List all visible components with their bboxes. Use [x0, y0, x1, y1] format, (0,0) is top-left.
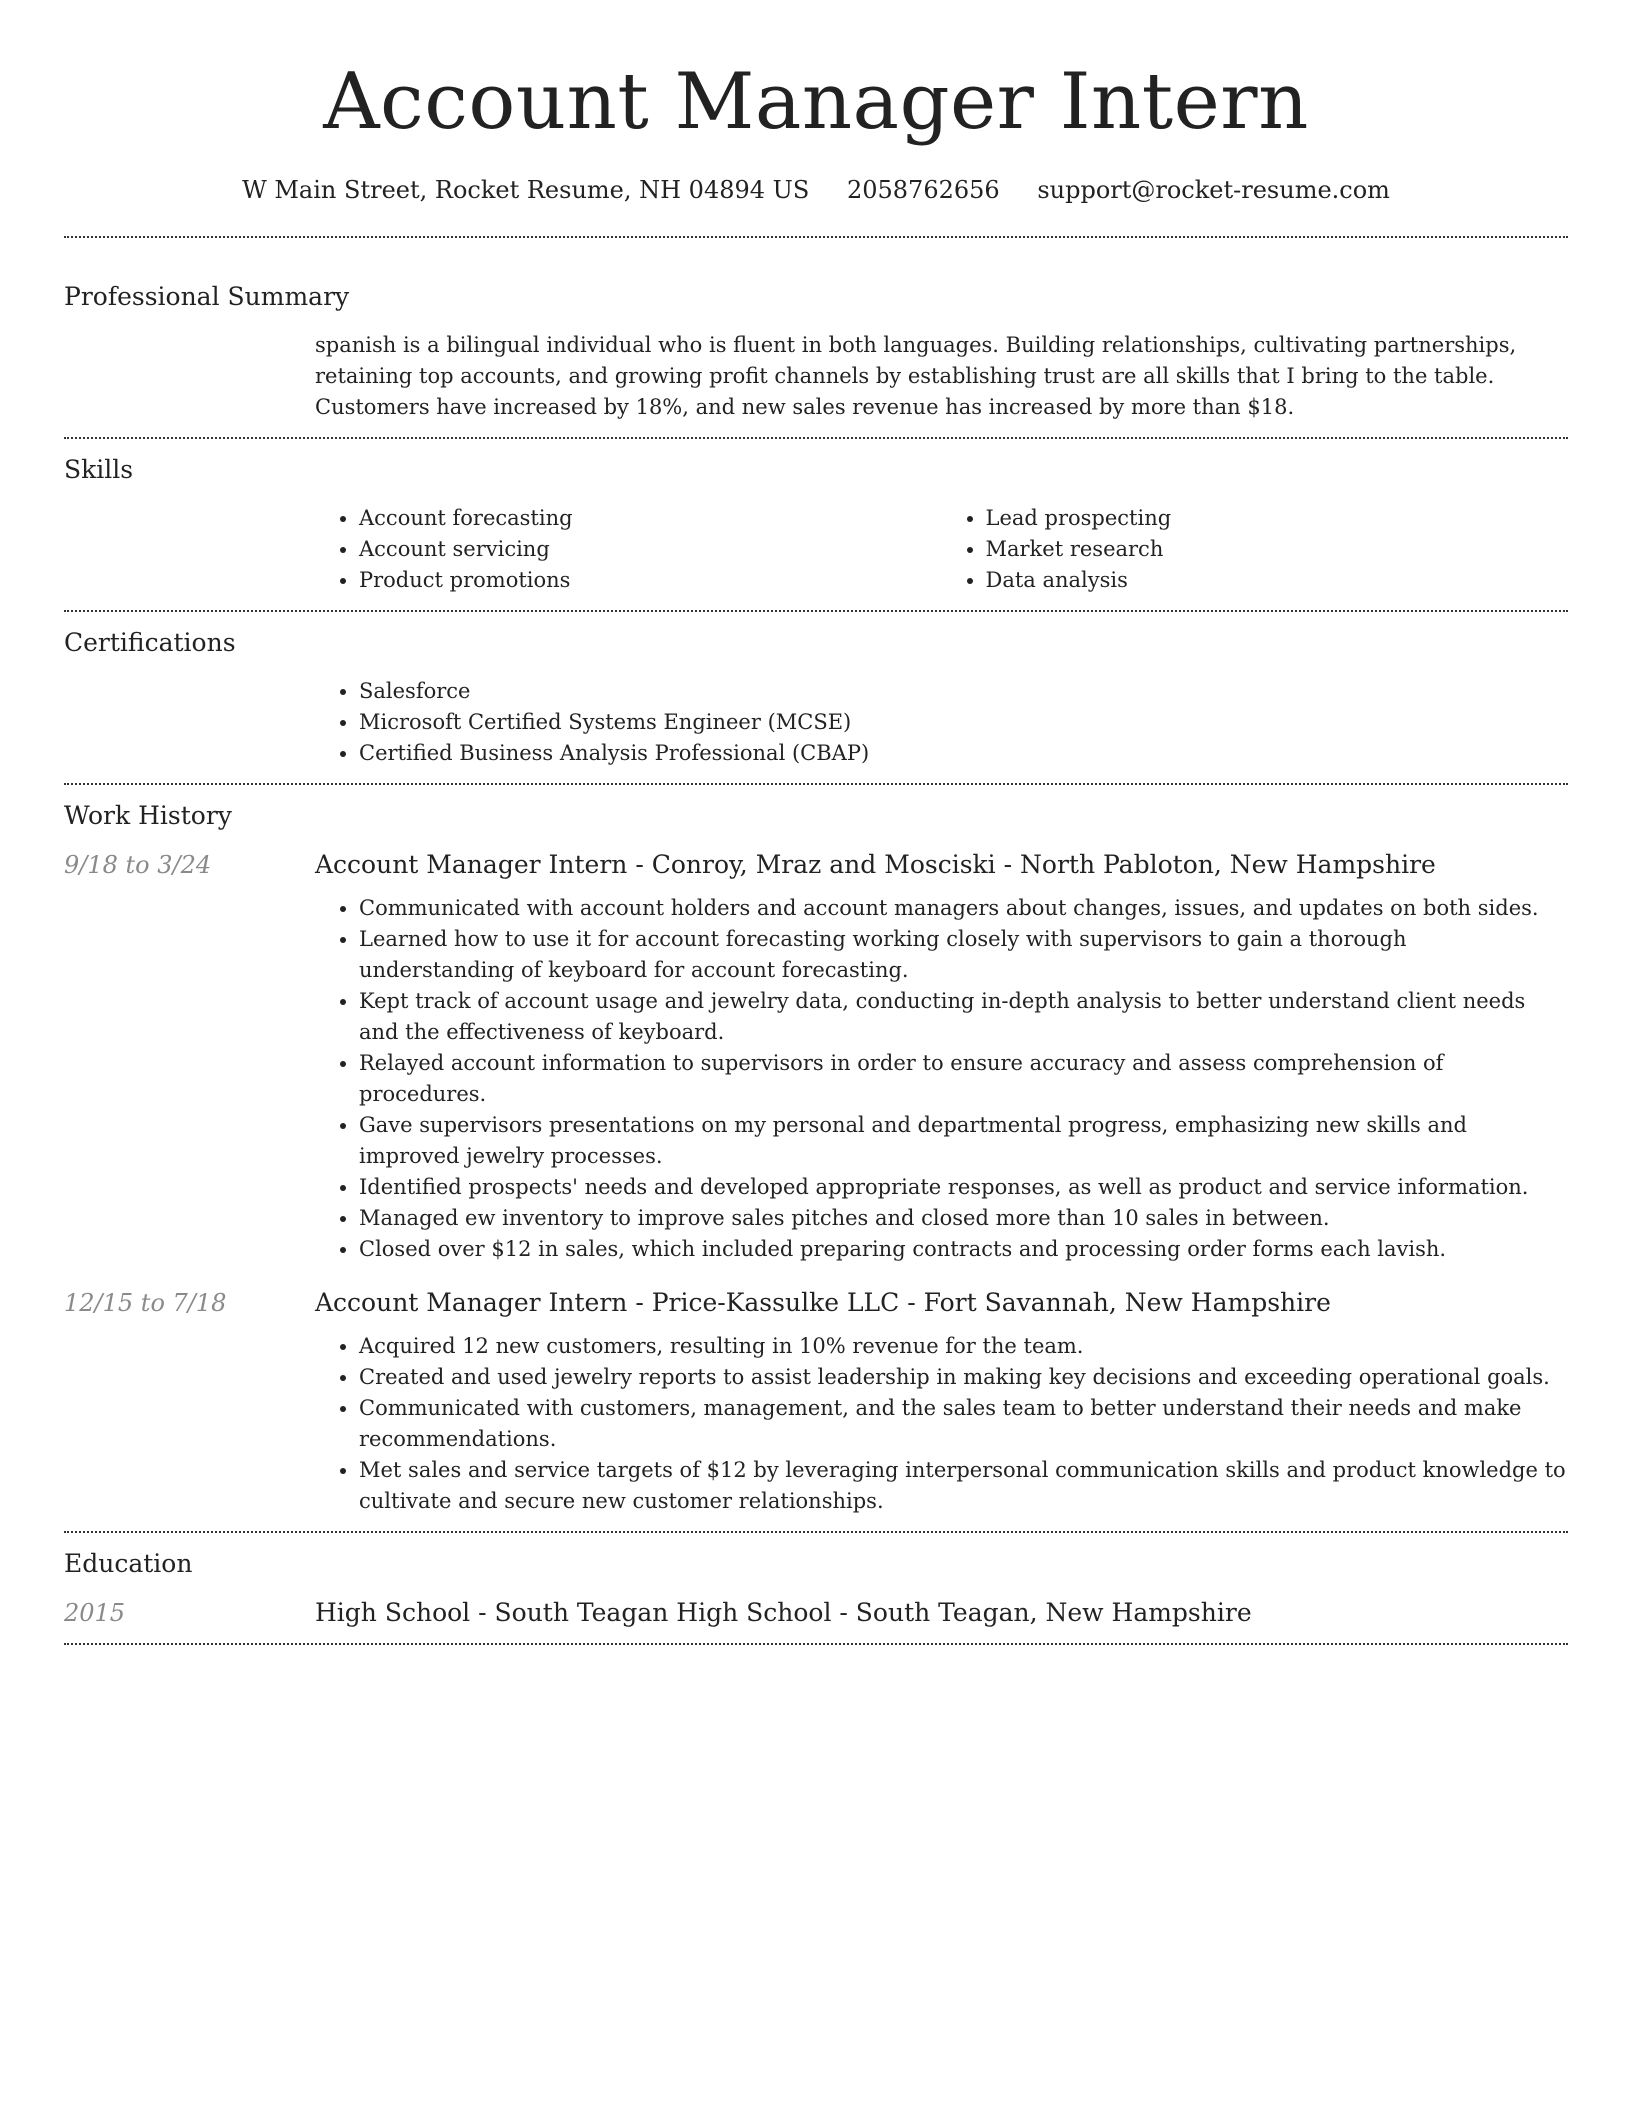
- education-body: [315, 1597, 1568, 1629]
- certification-item: • Certified Business Analysis Professional (CBAP): [359, 738, 1568, 769]
- certifications-body: [315, 676, 1568, 769]
- skills-grid: [315, 503, 1568, 596]
- job-bullet: • Kept track of account usage and jewelry data, conducting in-depth analysis to better understand client needs and the effectiveness of keyboard.: [359, 986, 1568, 1048]
- skills-section: [64, 439, 1568, 610]
- job-bullet: • Closed over $12 in sales, which included preparing contracts and processing order forms each lavish.: [359, 1234, 1568, 1265]
- summary-left-gutter: [64, 330, 315, 423]
- skill-item: • Account servicing: [359, 534, 942, 565]
- job-dates: 12/15 to 7/18: [64, 1289, 227, 1317]
- job-entry: [64, 849, 1568, 1265]
- job-dates: 9/18 to 3/24: [64, 851, 212, 879]
- job-heading: Account Manager Intern - Conroy, Mraz and Mosciski - North Pabloton, New Hampshire: [315, 850, 1436, 879]
- job-bullet: • Created and used jewelry reports to assist leadership in making key decisions and exceeding operational goals.: [359, 1362, 1568, 1393]
- certifications-section: [64, 612, 1568, 783]
- summary-text: spanish is a bilingual individual who is fluent in both languages. Building relationships, cultivating partnerships, retaining top accounts, and growing profit channels by establishing trust are all skills that I bring to the table. Customers have increased by 18%, and new sales revenue has increased by more than $18.: [315, 333, 1517, 419]
- candidate-name: Account Manager Intern: [323, 57, 1309, 147]
- job-heading: Account Manager Intern - Price-Kassulke LLC - Fort Savannah, New Hampshire: [315, 1288, 1331, 1317]
- job-bullet: • Communicated with customers, management, and the sales team to better understand their needs and make recommendations.: [359, 1393, 1568, 1455]
- certifications-row: [64, 676, 1568, 769]
- skill-item: • Product promotions: [359, 565, 942, 596]
- job-body: [315, 1287, 1568, 1517]
- summary-row: [64, 330, 1568, 423]
- job-bullet: • Met sales and service targets of $12 by leveraging interpersonal communication skills and product knowledge to cultivate and secure new customer relationships.: [359, 1455, 1568, 1517]
- skill-item: • Lead prospecting: [986, 503, 1569, 534]
- skills-list-left: [315, 503, 942, 596]
- contact-line: [64, 174, 1568, 206]
- section-title-summary: Professional Summary: [64, 282, 350, 311]
- job-bullet: • Relayed account information to supervisors in order to ensure accuracy and assess comprehension of procedures.: [359, 1048, 1568, 1110]
- job-bullet: • Managed ew inventory to improve sales pitches and closed more than 10 sales in between.: [359, 1203, 1568, 1234]
- professional-summary-section: [64, 238, 1568, 437]
- job-bullet: • Gave supervisors presentations on my personal and departmental progress, emphasizing new skills and improved jewelry processes.: [359, 1110, 1568, 1172]
- job-bullet: • Communicated with account holders and account managers about changes, issues, and updates on both sides.: [359, 893, 1568, 924]
- skill-item: • Market research: [986, 534, 1569, 565]
- skill-item: • Account forecasting: [359, 503, 942, 534]
- skills-row: [64, 503, 1568, 596]
- work-history-section: [64, 785, 1568, 1531]
- section-title-skills: Skills: [64, 455, 134, 484]
- contact-address: W Main Street, Rocket Resume, NH 04894 US: [242, 176, 810, 204]
- job-body: [315, 849, 1568, 1265]
- contact-phone: 2058762656: [846, 176, 1000, 204]
- summary-body: [315, 330, 1568, 423]
- certification-item: • Salesforce: [359, 676, 1568, 707]
- divider: [64, 1643, 1568, 1645]
- job-bullet: • Learned how to use it for account forecasting working closely with supervisors to gain a thorough understanding of keyboard for account forecasting.: [359, 924, 1568, 986]
- job-entry: [64, 1287, 1568, 1517]
- section-title-work: Work History: [64, 801, 232, 830]
- education-row: [64, 1597, 1568, 1629]
- job-bullets: [315, 893, 1568, 1265]
- education-year: 2015: [64, 1599, 126, 1627]
- skills-left-gutter: [64, 503, 315, 596]
- certifications-list: [315, 676, 1568, 769]
- education-section: [64, 1533, 1568, 1643]
- job-bullet: • Identified prospects' needs and developed appropriate responses, as well as product and service information.: [359, 1172, 1568, 1203]
- contact-email: support@rocket-resume.com: [1037, 176, 1390, 204]
- job-bullets: [315, 1331, 1568, 1517]
- certification-item: • Microsoft Certified Systems Engineer (MCSE): [359, 707, 1568, 738]
- certifications-left-gutter: [64, 676, 315, 769]
- section-title-education: Education: [64, 1549, 193, 1578]
- education-heading: High School - South Teagan High School - South Teagan, New Hampshire: [315, 1598, 1252, 1627]
- skill-item: • Data analysis: [986, 565, 1569, 596]
- skills-list-right: [942, 503, 1569, 596]
- section-title-certifications: Certifications: [64, 628, 236, 657]
- resume-header: [64, 56, 1568, 206]
- job-bullet: • Acquired 12 new customers, resulting in 10% revenue for the team.: [359, 1331, 1568, 1362]
